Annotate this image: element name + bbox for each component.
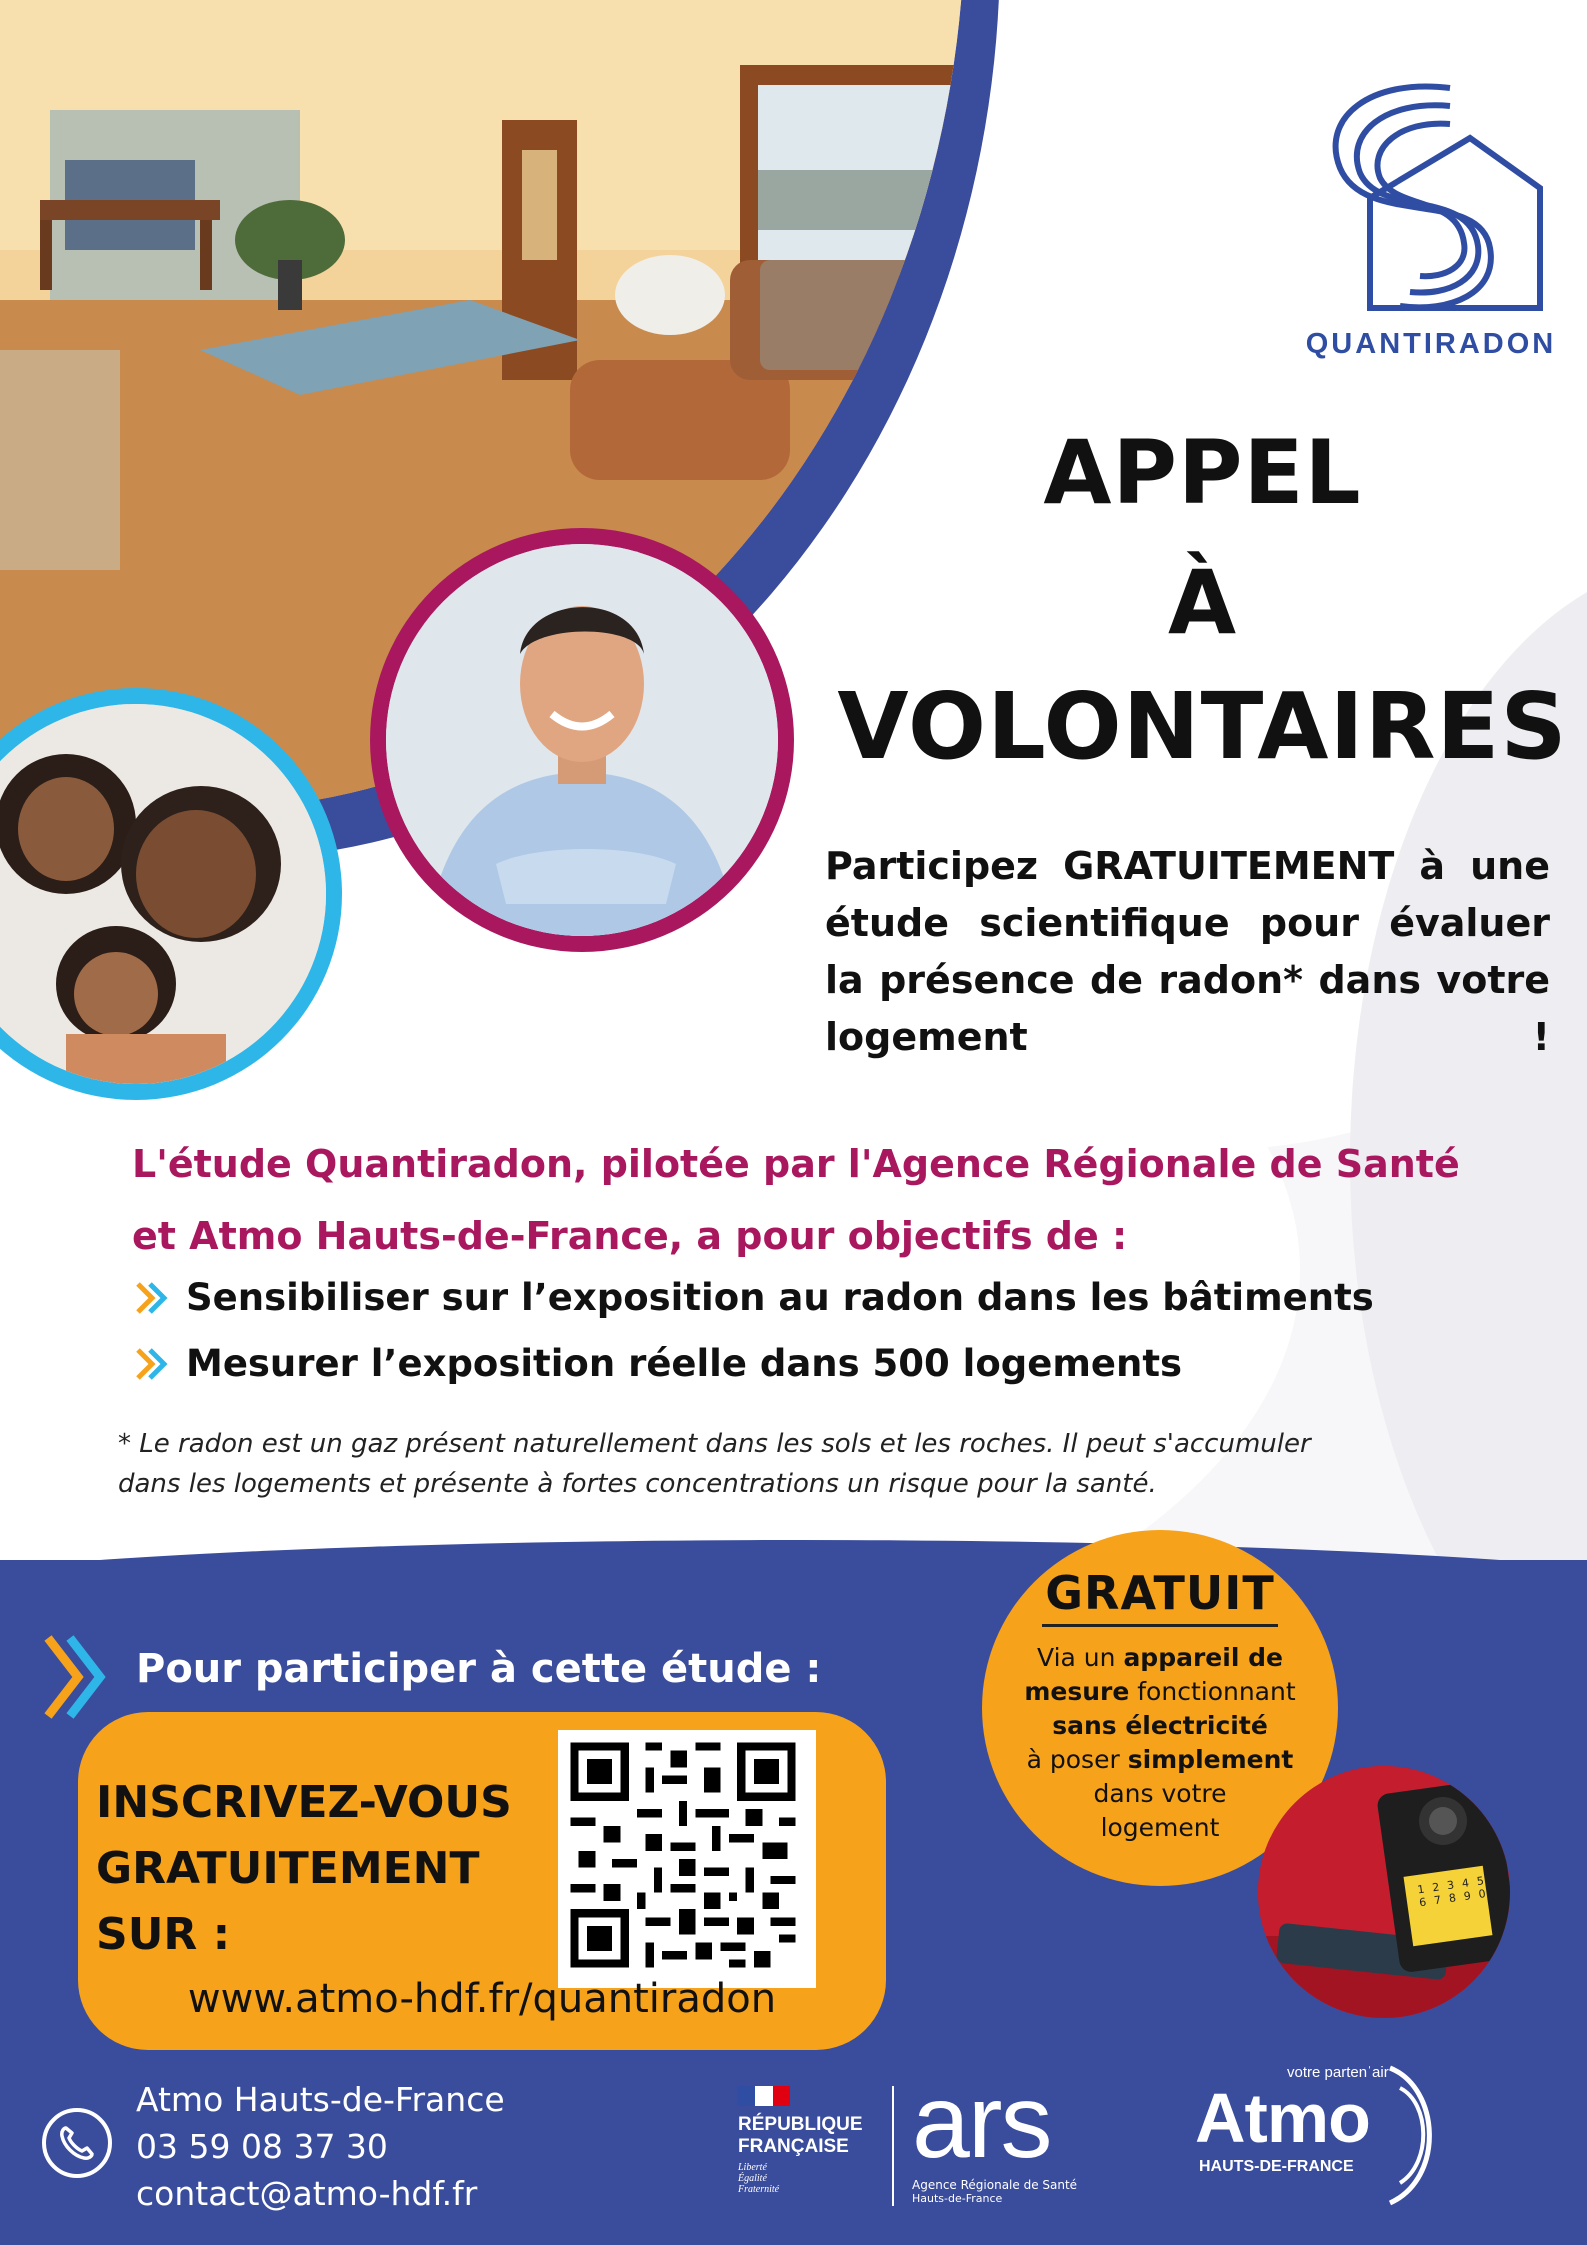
contact-info (136, 2076, 505, 2217)
participate-heading: Pour participer à cette étude : (136, 1646, 822, 1692)
gratuit-divider (1042, 1624, 1278, 1627)
footnote-line1: * Le radon est un gaz présent naturellement dans les sols et les roches. Il peut s'accumuler (118, 1429, 1311, 1459)
cta-line2: GRATUITEMENT (96, 1843, 480, 1894)
headline-appel: APPEL (1043, 421, 1362, 524)
qr-code-icon (562, 1734, 804, 1976)
quantiradon-logo (1300, 78, 1562, 368)
double-chevron-icon (132, 1344, 172, 1384)
phone-icon (42, 2108, 112, 2178)
headline-volontaires: VOLONTAIRES (837, 673, 1568, 780)
qr-code[interactable] (558, 1730, 816, 1988)
intro-text: Participez GRATUITEMENT à une étude scientifique pour évaluer la présence de radon* dans votre logement ! (825, 844, 1550, 1059)
objective-item-text: Mesurer l’exposition réelle dans 500 logements (186, 1342, 1183, 1385)
contact-phone[interactable]: 03 59 08 37 30 (136, 2127, 388, 2166)
objective-item-text: Sensibiliser sur l’exposition au radon dans les bâtiments (186, 1276, 1374, 1319)
man-photo (370, 528, 794, 952)
device-keypad: 1 2 3 4 5 6 7 8 9 0 (1416, 1874, 1487, 1910)
registration-url[interactable]: www.atmo-hdf.fr/quantiradon (187, 1976, 777, 2022)
device-photo (1258, 1766, 1510, 2018)
contact-email[interactable]: contact@atmo-hdf.fr (136, 2174, 478, 2213)
air-wave-icon (1370, 2058, 1460, 2208)
contact-org: Atmo Hauts-de-France (136, 2080, 505, 2119)
double-chevron-icon (132, 1278, 172, 1318)
cta-text (96, 1770, 512, 1968)
republique-francaise-logo: RÉPUBLIQUE FRANÇAISE Liberté Égalité Fraternité (738, 2086, 878, 2206)
double-chevron-icon (42, 1632, 112, 1722)
radon-footnote (118, 1424, 1448, 1504)
gratuit-description: Via un appareil de mesure fonctionnant sans électricité à poser simplement dans votre logement (1024, 1643, 1296, 1842)
footnote-line2: dans les logements et présente à fortes concentrations un risque pour la santé. (118, 1469, 1157, 1499)
ars-logo: ars Agence Régionale de Santé Hauts-de-France (912, 2064, 1078, 2205)
brand-name: QUANTIRADON (1305, 328, 1557, 360)
objectives-lead-line1: L'étude Quantiradon, pilotée par l'Agence Régionale de Santé (132, 1142, 1460, 1186)
headline-a: À (1167, 551, 1238, 654)
objective-item (132, 1276, 1374, 1319)
gratuit-title: GRATUIT (1045, 1566, 1275, 1620)
marianne-flag-icon (738, 2086, 790, 2106)
logo-divider (892, 2086, 894, 2206)
objectives-lead (132, 1128, 1472, 1272)
house-swirl-icon (1310, 78, 1550, 323)
objectives-lead-line2: et Atmo Hauts-de-France, a pour objectifs de : (132, 1214, 1128, 1258)
objective-item (132, 1342, 1182, 1385)
atmo-logo: votre partenˈair Atmo HAUTS-DE-FRANCE (1195, 2058, 1475, 2208)
cta-line1: INSCRIVEZ-VOUS (96, 1777, 512, 1828)
cta-line3: SUR : (96, 1909, 231, 1960)
